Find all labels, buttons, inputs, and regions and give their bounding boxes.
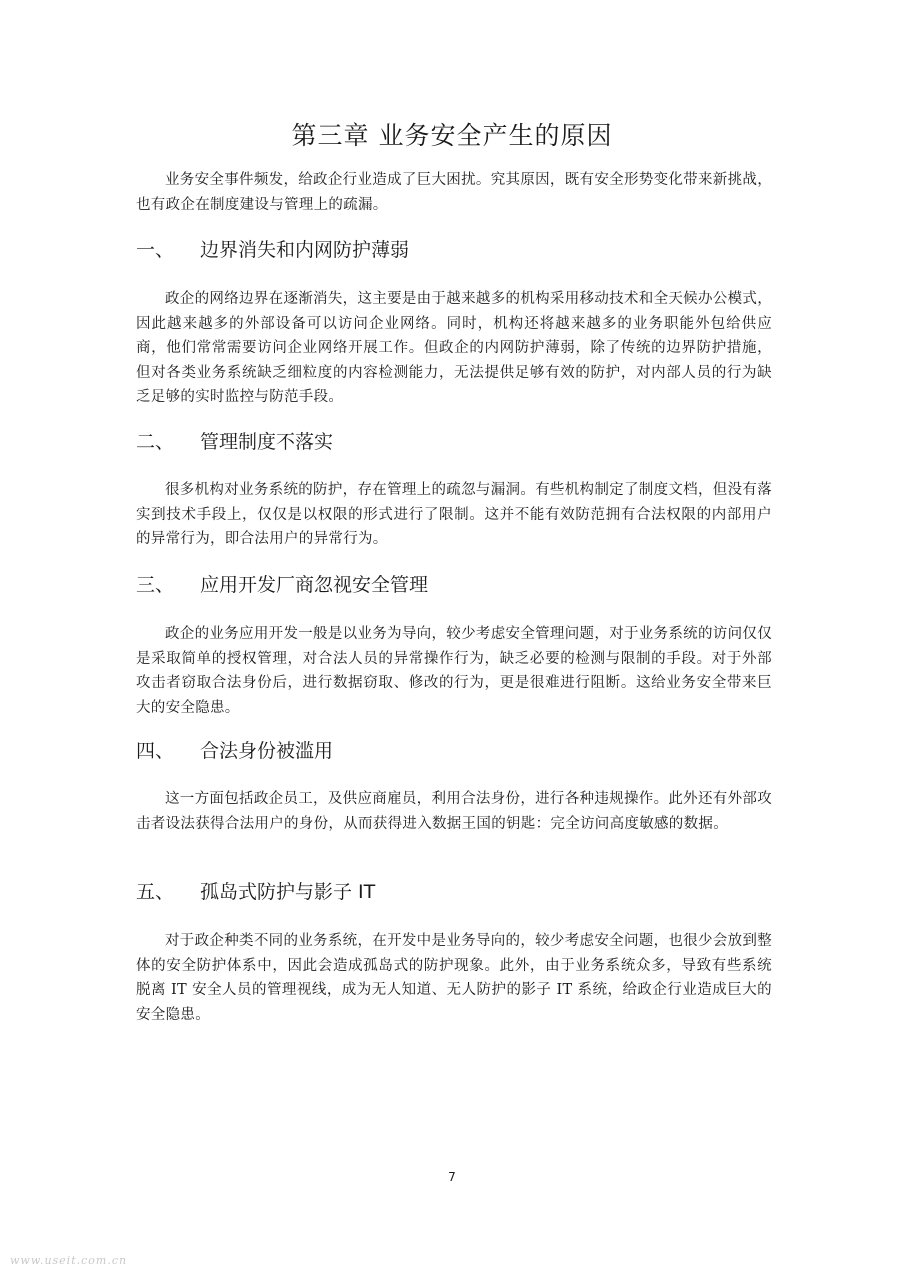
section-body-3: 政企的业务应用开发一般是以业务为导向，较少考虑安全管理问题，对于业务系统的访问仅仅是采取简单的授权管理，对合法人员的异常操作行为，缺乏必要的检测与限制的手段。对于外部攻击者窃取合法身份后，进行数据窃取、修改的行为，更是很难进行阻断。这给业务安全带来巨大的安全隐患。 <box>136 626 772 716</box>
intro-paragraph: 业务安全事件频发，给政企行业造成了巨大困扰。究其原因，既有安全形势变化带来新挑战，也有政企在制度建设与管理上的疏漏。 <box>136 172 772 213</box>
section-heading-2 <box>136 427 333 457</box>
section-title: 孤岛式防护与影子 IT <box>200 881 376 903</box>
section-heading-3 <box>136 570 428 600</box>
section-title: 合法身份被滥用 <box>200 740 334 762</box>
section-body-2: 很多机构对业务系统的防护，存在管理上的疏忽与漏洞。有些机构制定了制度文档，但没有落实到技术手段上，仅仅是以权限的形式进行了限制。这并不能有效防范拥有合法权限的内部用户的异常行为，即合法用户的异常行为。 <box>136 482 772 547</box>
section-title: 边界消失和内网防护薄弱 <box>200 239 410 261</box>
section-number: 四、 <box>136 740 175 762</box>
section-title: 应用开发厂商忽视安全管理 <box>200 574 429 596</box>
page-number: 7 <box>448 1170 456 1184</box>
section-body-4: 这一方面包括政企员工，及供应商雇员，利用合法身份，进行各种违规操作。此外还有外部攻击者设法获得合法用户的身份，从而获得进入数据王国的钥匙：完全访问高度敏感的数据。 <box>136 791 772 832</box>
section-title: 管理制度不落实 <box>200 431 334 453</box>
section-number: 一、 <box>136 239 175 261</box>
section-heading-4 <box>136 736 333 766</box>
section-body-5: 对于政企种类不同的业务系统，在开发中是业务导向的，较少考虑安全问题，也很少会放到整体的安全防护体系中，因此会造成孤岛式的防护现象。此外，由于业务系统众多，导致有些系统脱离 IT 安全人员的管理视线，成为无人知道、无人防护的影子 IT 系统，给政企行业造成巨大的安全隐患。 <box>136 933 772 1023</box>
section-number: 三、 <box>136 574 175 596</box>
chapter-title: 第三章 业务安全产生的原因 <box>291 121 613 150</box>
section-heading-5 <box>136 877 375 907</box>
section-heading-1 <box>136 235 409 265</box>
section-body-1: 政企的网络边界在逐渐消失，这主要是由于越来越多的机构采用移动技术和全天候办公模式，因此越来越多的外部设备可以访问企业网络。同时，机构还将越来越多的业务职能外包给供应商，他们常常需要访问企业网络开展工作。但政企的内网防护薄弱，除了传统的边界防护措施，但对各类业务系统缺乏细粒度的内容检测能力，无法提供足够有效的防护，对内部人员的行为缺乏足够的实时监控与防范手段。 <box>136 291 772 405</box>
section-number: 五、 <box>136 881 175 903</box>
watermark: www.useit.com.cn <box>10 1254 128 1267</box>
section-number: 二、 <box>136 431 175 453</box>
